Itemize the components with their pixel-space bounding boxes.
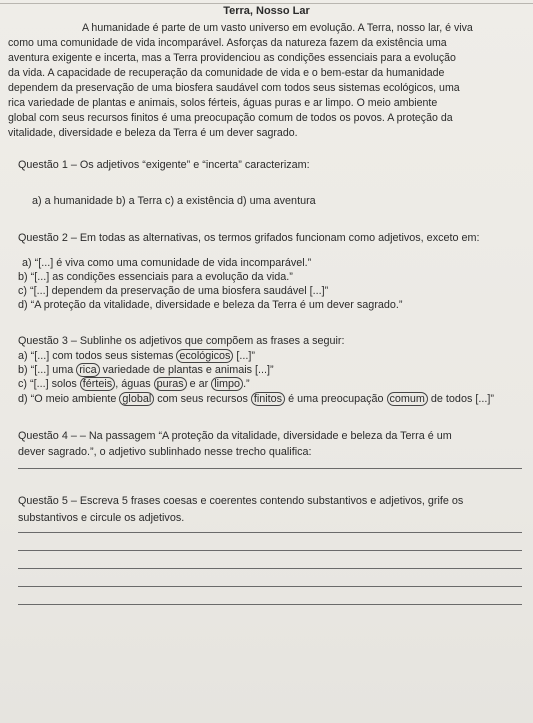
question-2-option-a: a) “[...] é viva como uma comunidade de vida incomparável.”	[22, 257, 312, 269]
text-segment: é uma preocupação	[285, 393, 387, 405]
text-segment: b) “[...] uma	[18, 364, 77, 376]
paragraph-line: global com seus recursos finitos é uma preocupação comum de todos os povos. A proteção da	[8, 112, 453, 124]
text-segment: com seus recursos	[154, 393, 251, 405]
question-3-option-d	[18, 393, 494, 406]
circled-adjective: comum	[387, 392, 428, 406]
text-segment: de todos [...]”	[427, 393, 494, 405]
text-segment: variedade de plantas e animais [...]”	[99, 364, 274, 376]
circled-adjective: puras	[154, 377, 187, 391]
circled-adjective: finitos	[251, 392, 285, 406]
paragraph-line: rica variedade de plantas e animais, solos férteis, águas puras e ar limpo. O meio ambiente	[8, 97, 438, 109]
circled-adjective: global	[119, 392, 154, 406]
question-3-option-c	[18, 378, 250, 391]
question-5-line-1: Questão 5 – Escreva 5 frases coesas e coerentes contendo substantivos e adjetivos, grife os	[18, 495, 464, 507]
answer-line[interactable]	[18, 568, 522, 569]
paragraph-line: aventura exigente e incerta, mas a Terra providenciou as condições essenciais para a evolução	[8, 52, 456, 64]
question-2-option-b: b) “[...] as condições essenciais para a evolução da vida.”	[18, 271, 293, 283]
paragraph-line: como uma comunidade de vida incomparável. Asforças da natureza fazem da existência uma	[8, 37, 447, 49]
paragraph-line: vitalidade, diversidade e beleza da Terra é um dever sagrado.	[8, 127, 298, 139]
text-segment: [...]”	[233, 350, 256, 362]
question-2-option-c: c) “[...] dependem da preservação de uma biosfera saudável [...]”	[18, 285, 329, 297]
answer-line[interactable]	[18, 604, 522, 605]
page-title: Terra, Nosso Lar	[223, 5, 310, 17]
question-5-line-2: substantivos e circule os adjetivos.	[18, 512, 185, 524]
paragraph-line: A humanidade é parte de um vasto universo em evolução. A Terra, nosso lar, é viva	[82, 22, 473, 34]
text-segment: e ar	[186, 378, 212, 390]
question-2-option-d: d) “A proteção da vitalidade, diversidade e beleza da Terra é um dever sagrado.”	[18, 299, 403, 311]
question-3-option-a	[18, 350, 255, 363]
text-segment: c) “[...] solos	[18, 378, 80, 390]
text-segment: , águas	[115, 378, 154, 390]
answer-line[interactable]	[18, 550, 522, 551]
answer-line[interactable]	[18, 586, 522, 587]
circled-adjective: ecológicos	[176, 349, 233, 363]
question-2-prompt: Questão 2 – Em todas as alternativas, os termos grifados funcionam como adjetivos, exceto em:	[18, 232, 480, 244]
question-3-option-b	[18, 364, 274, 377]
question-4-line-1: Questão 4 – – Na passagem “A proteção da vitalidade, diversidade e beleza da Terra é um	[18, 430, 452, 442]
question-3-prompt: Questão 3 – Sublinhe os adjetivos que compõem as frases a seguir:	[18, 335, 345, 347]
answer-line[interactable]	[18, 532, 522, 533]
answer-line[interactable]	[18, 468, 522, 469]
text-segment: a) “[...] com todos seus sistemas	[18, 350, 177, 362]
paragraph-line: dependem da preservação de uma biosfera saudável com todos seus sistemas ecológicos, uma	[8, 82, 460, 94]
circled-adjective: rica	[76, 363, 99, 377]
text-segment: .”	[243, 378, 250, 390]
paragraph-line: da vida. A capacidade de recuperação da comunidade de vida e o bem-estar da humanidade	[8, 67, 445, 79]
question-1-prompt: Questão 1 – Os adjetivos “exigente” e “incerta” caracterizam:	[18, 159, 310, 171]
question-4-line-2: dever sagrado.”, o adjetivo sublinhado nesse trecho qualifica:	[18, 446, 312, 458]
top-edge-line	[0, 3, 533, 4]
question-1-options: a) a humanidade b) a Terra c) a existência d) uma aventura	[32, 195, 316, 207]
text-segment: d) “O meio ambiente	[18, 393, 120, 405]
circled-adjective: limpo	[211, 377, 243, 391]
circled-adjective: férteis	[80, 377, 115, 391]
